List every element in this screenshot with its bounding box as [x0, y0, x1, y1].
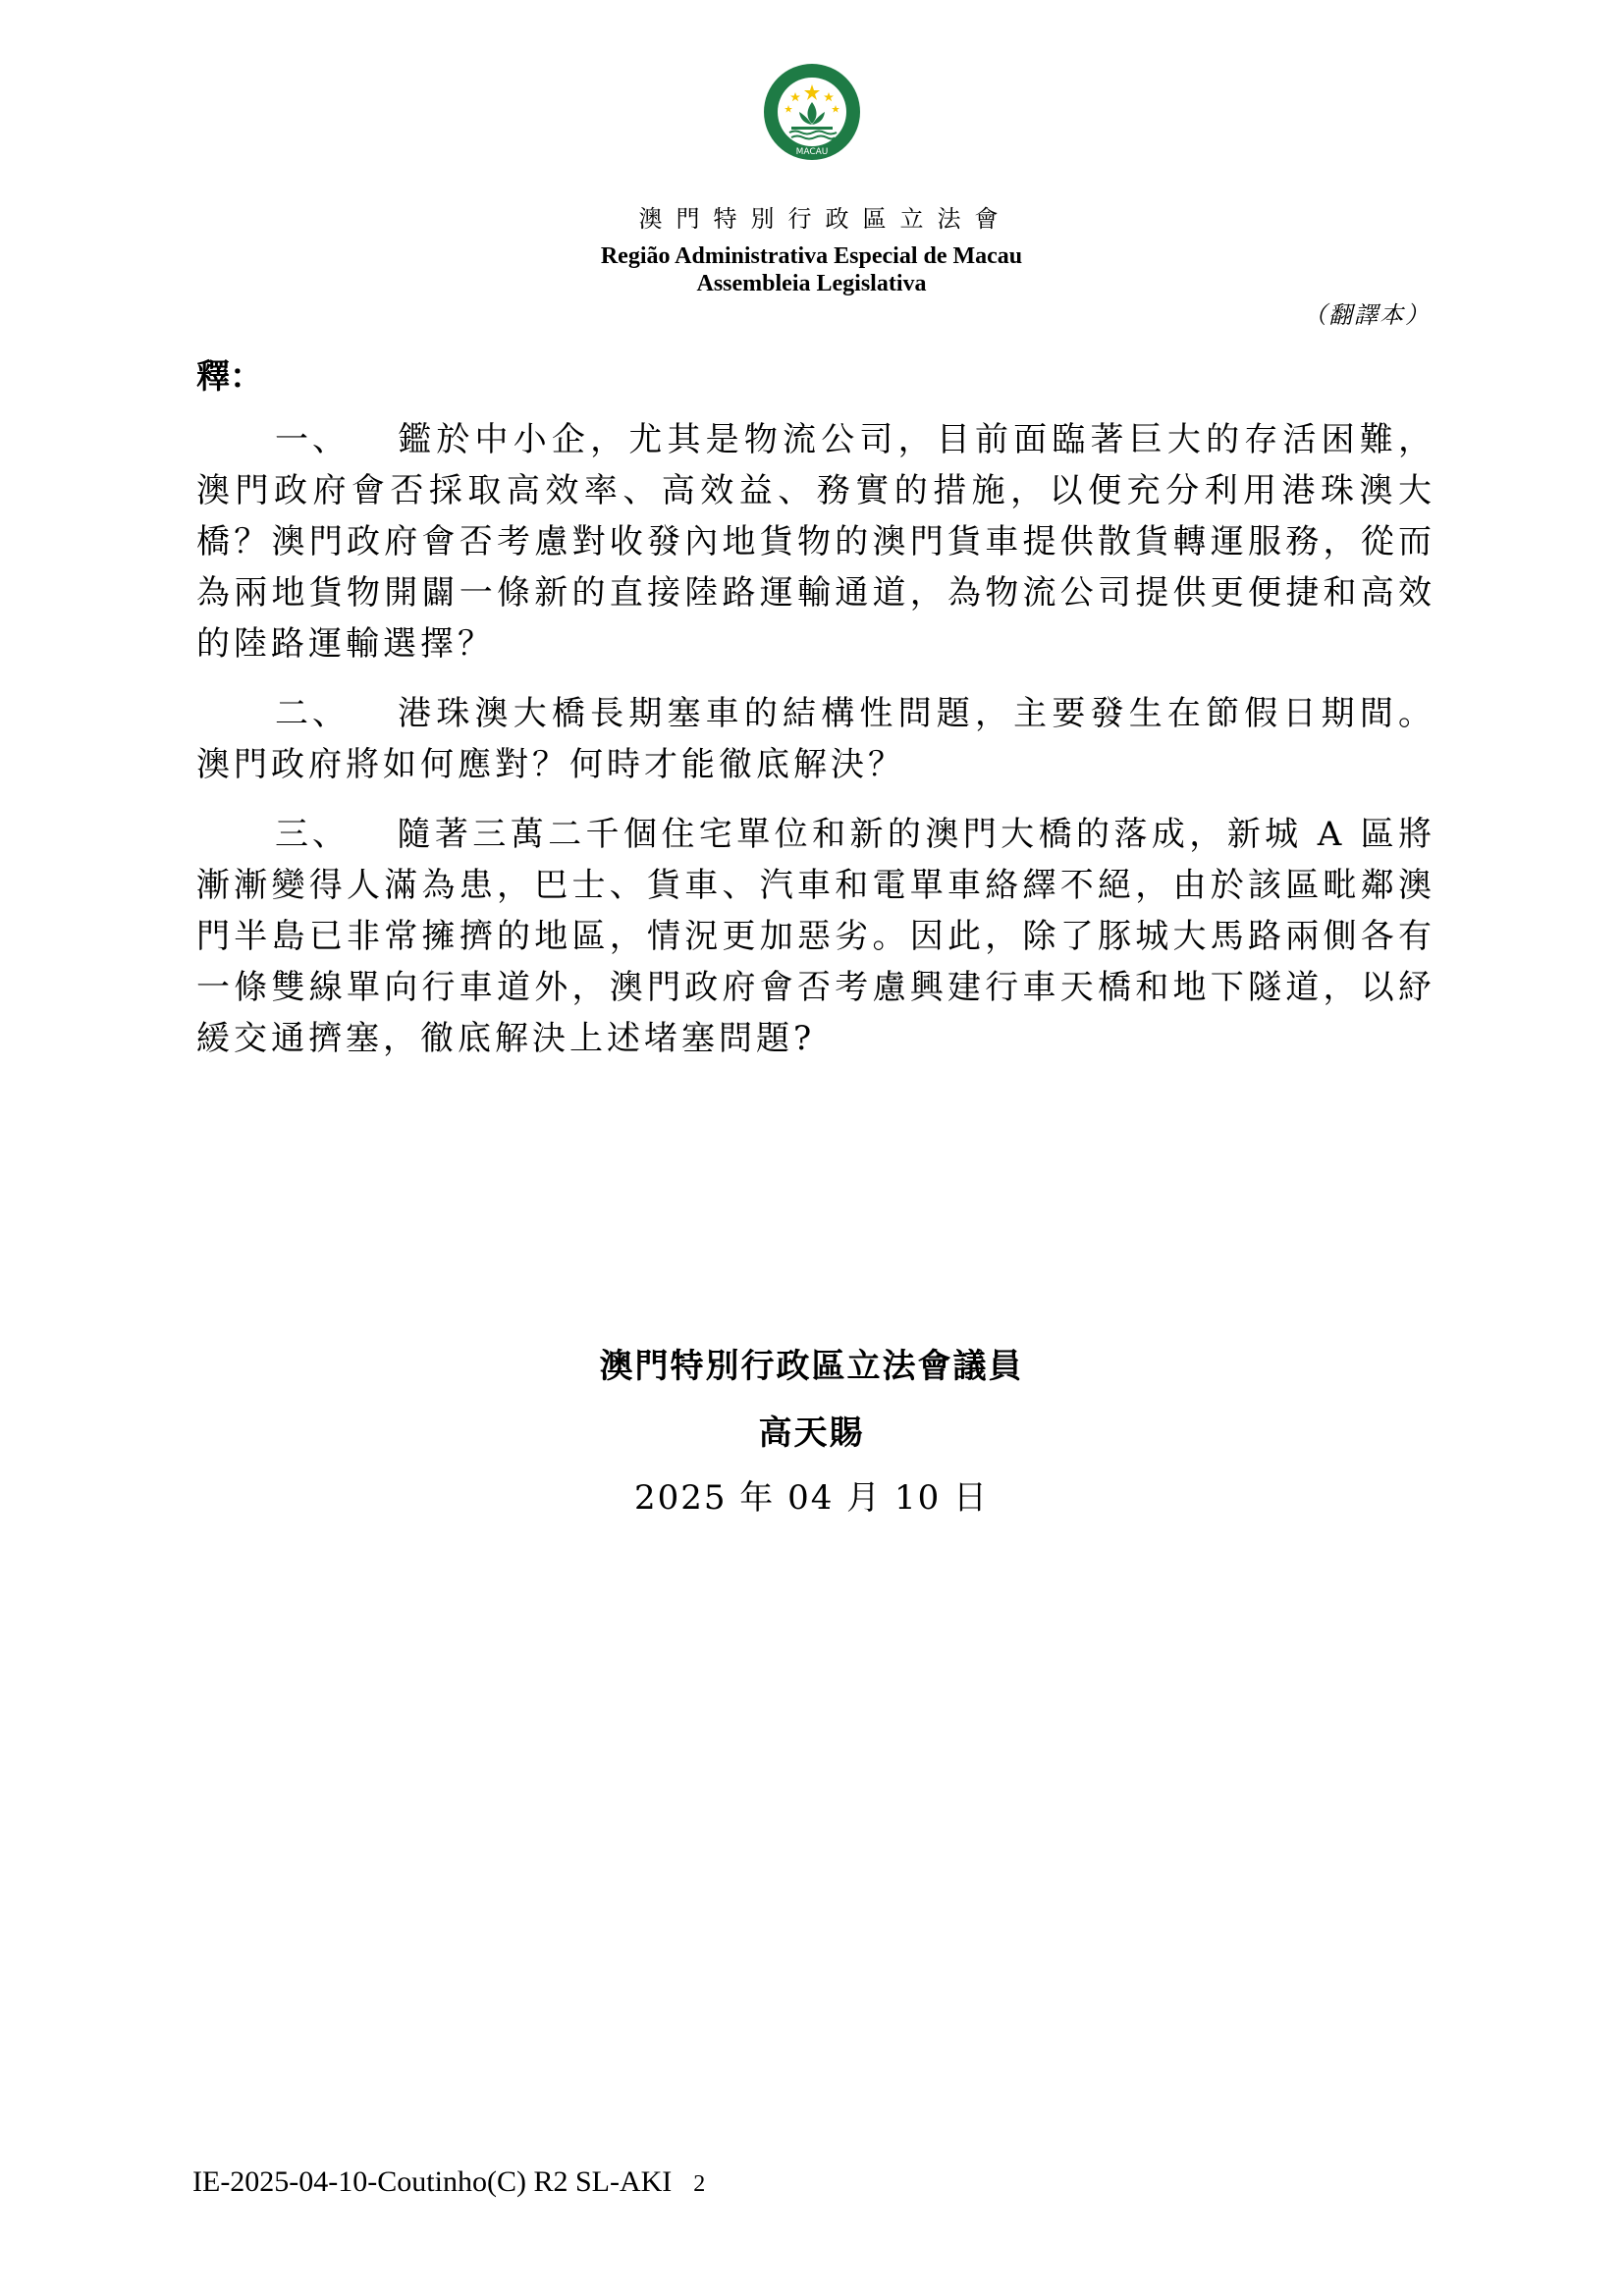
item-text: 鑑於中小企，尤其是物流公司，目前面臨著巨大的存活困難，澳門政府會否採取高效率、高效益、務實的措施，以便充分利用港珠澳大橋？澳門政府會否考慮對收發內地貨物的澳門貨車提供散貨轉運服務，從而為兩地貨物開闢一條新的直接陸路運輸通道，為物流公司提供更便捷和高效的陸路運輸選擇？: [196, 420, 1435, 664]
item-text: 港珠澳大橋長期塞車的結構性問題，主要發生在節假日期間。澳門政府將如何應對？何時才能徹底解決？: [196, 694, 1435, 784]
signatory-name: 高天賜: [758, 1414, 865, 1453]
answer-label: 釋：: [196, 357, 263, 397]
question-item-1: [196, 414, 1435, 669]
region-title-portuguese: Região Administrativa Especial de Macau: [600, 243, 1023, 269]
question-item-3: [196, 809, 1435, 1064]
document-reference: IE-2025-04-10-Coutinho(C) R2 SL-AKI: [192, 2165, 673, 2198]
question-item-2: [196, 688, 1435, 790]
assembly-title-chinese: 澳門特別行政區立法會: [638, 205, 1012, 233]
document-date: 2025 年 04 月 10 日: [633, 1478, 990, 1518]
svg-text:MACAU: MACAU: [795, 147, 829, 157]
page-footer: [192, 2164, 705, 2202]
assembly-title-portuguese: Assembleia Legislativa: [696, 271, 927, 296]
item-number: 三、: [275, 815, 350, 854]
item-text: 隨著三萬二千個住宅單位和新的澳門大橋的落成，新城 A 區將漸漸變得人滿為患，巴士、貨車、汽車和電單車絡繹不絕，由於該區毗鄰澳門半島已非常擁擠的地區，情況更加惡劣。因此，除了豚城大馬路兩側各有一條雙線單向行車道外，澳門政府會否考慮興建行車天橋和地下隧道，以紓緩交通擠塞，徹底解決上述堵塞問題?: [196, 815, 1435, 1058]
signatory-title: 澳門特別行政區立法會議員: [599, 1347, 1024, 1386]
item-number: 一、: [275, 420, 350, 459]
translation-note: （翻譯本）: [1303, 301, 1431, 329]
page-number: 2: [693, 2171, 706, 2197]
item-number: 二、: [275, 694, 350, 733]
document-body: [196, 414, 1435, 1083]
macau-sar-emblem-icon: [762, 61, 862, 163]
